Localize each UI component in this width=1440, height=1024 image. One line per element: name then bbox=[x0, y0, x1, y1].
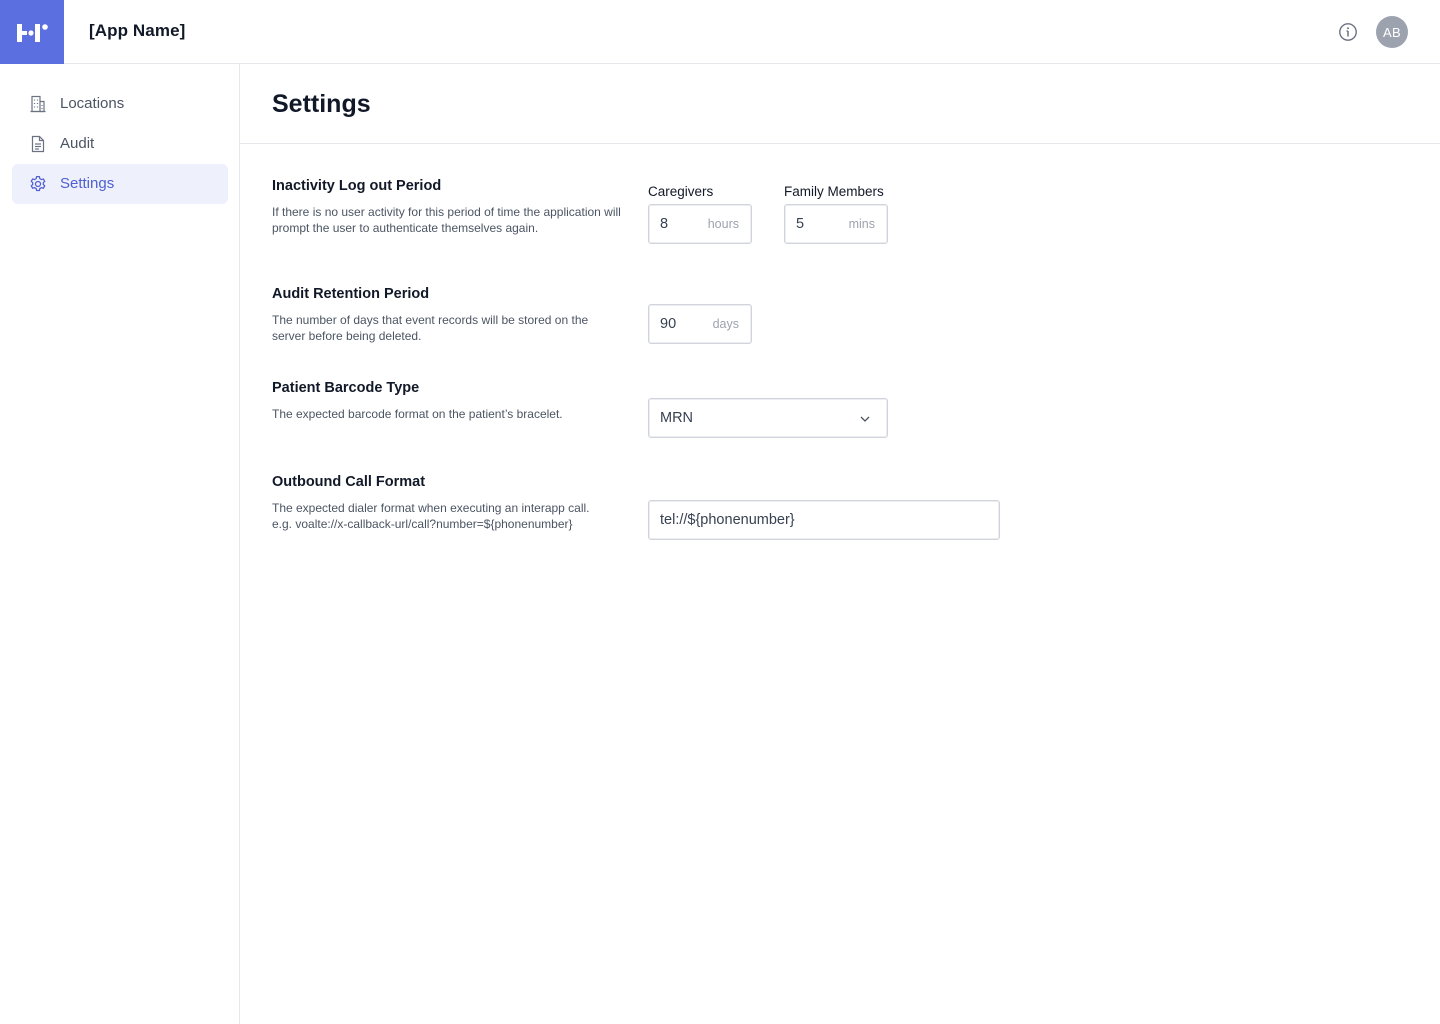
inactivity-section-description: If there is no user activity for this period of time the application will prompt the user to authenticate themselves again. bbox=[272, 205, 621, 235]
info-button[interactable] bbox=[1337, 21, 1359, 43]
sidebar bbox=[0, 64, 240, 1024]
description-line: The expected dialer format when executing an interapp call. bbox=[272, 501, 590, 515]
sidebar-item-label: Locations bbox=[60, 95, 125, 112]
barcode-type-section-title: Patient Barcode Type bbox=[272, 380, 420, 396]
brand-logo[interactable] bbox=[0, 0, 64, 64]
info-icon bbox=[1338, 22, 1358, 42]
avatar[interactable]: AB bbox=[1376, 16, 1408, 48]
building-icon bbox=[28, 94, 48, 114]
outbound-call-section-description bbox=[272, 500, 632, 532]
audit-retention-section-title: Audit Retention Period bbox=[272, 286, 430, 302]
input-unit: days bbox=[712, 317, 739, 331]
sidebar-item-locations[interactable] bbox=[12, 84, 228, 124]
input-value: tel://${phonenumber} bbox=[660, 512, 795, 528]
barcode-type-section-description: The expected barcode format on the patient’s bracelet. bbox=[272, 407, 563, 421]
chevron-down-icon bbox=[859, 413, 871, 425]
description-example: e.g. voalte://x-callback-url/call?number=${phonenumber} bbox=[272, 517, 573, 531]
input-unit: mins bbox=[848, 217, 875, 231]
select-value: MRN bbox=[660, 410, 694, 426]
sidebar-item-label: Settings bbox=[60, 175, 115, 192]
audit-retention-input[interactable] bbox=[648, 304, 752, 344]
app-name: [App Name] bbox=[89, 21, 186, 40]
input-value: 90 bbox=[660, 316, 677, 332]
sidebar-item-settings[interactable] bbox=[12, 164, 228, 204]
top-header bbox=[0, 0, 1440, 64]
gear-icon bbox=[28, 174, 48, 194]
input-value: 5 bbox=[796, 216, 805, 232]
outbound-call-format-input[interactable] bbox=[648, 500, 1000, 540]
input-unit: hours bbox=[707, 217, 739, 231]
caregivers-timeout-input[interactable] bbox=[648, 204, 752, 244]
audit-retention-section-description: The number of days that event records will be stored on the server before being deleted. bbox=[272, 313, 589, 343]
family-members-label: Family Members bbox=[784, 184, 884, 199]
document-icon bbox=[28, 134, 48, 154]
inactivity-section-title: Inactivity Log out Period bbox=[272, 178, 442, 194]
barcode-type-select[interactable] bbox=[648, 398, 888, 438]
input-value: 8 bbox=[660, 216, 669, 232]
caregivers-label: Caregivers bbox=[648, 184, 714, 199]
brand-logo-icon bbox=[15, 21, 49, 43]
sidebar-item-audit[interactable] bbox=[12, 124, 228, 164]
divider bbox=[240, 143, 1440, 144]
family-members-timeout-input[interactable] bbox=[784, 204, 888, 244]
outbound-call-section-title: Outbound Call Format bbox=[272, 474, 426, 490]
page-title: Settings bbox=[272, 90, 371, 118]
sidebar-item-label: Audit bbox=[60, 135, 95, 152]
